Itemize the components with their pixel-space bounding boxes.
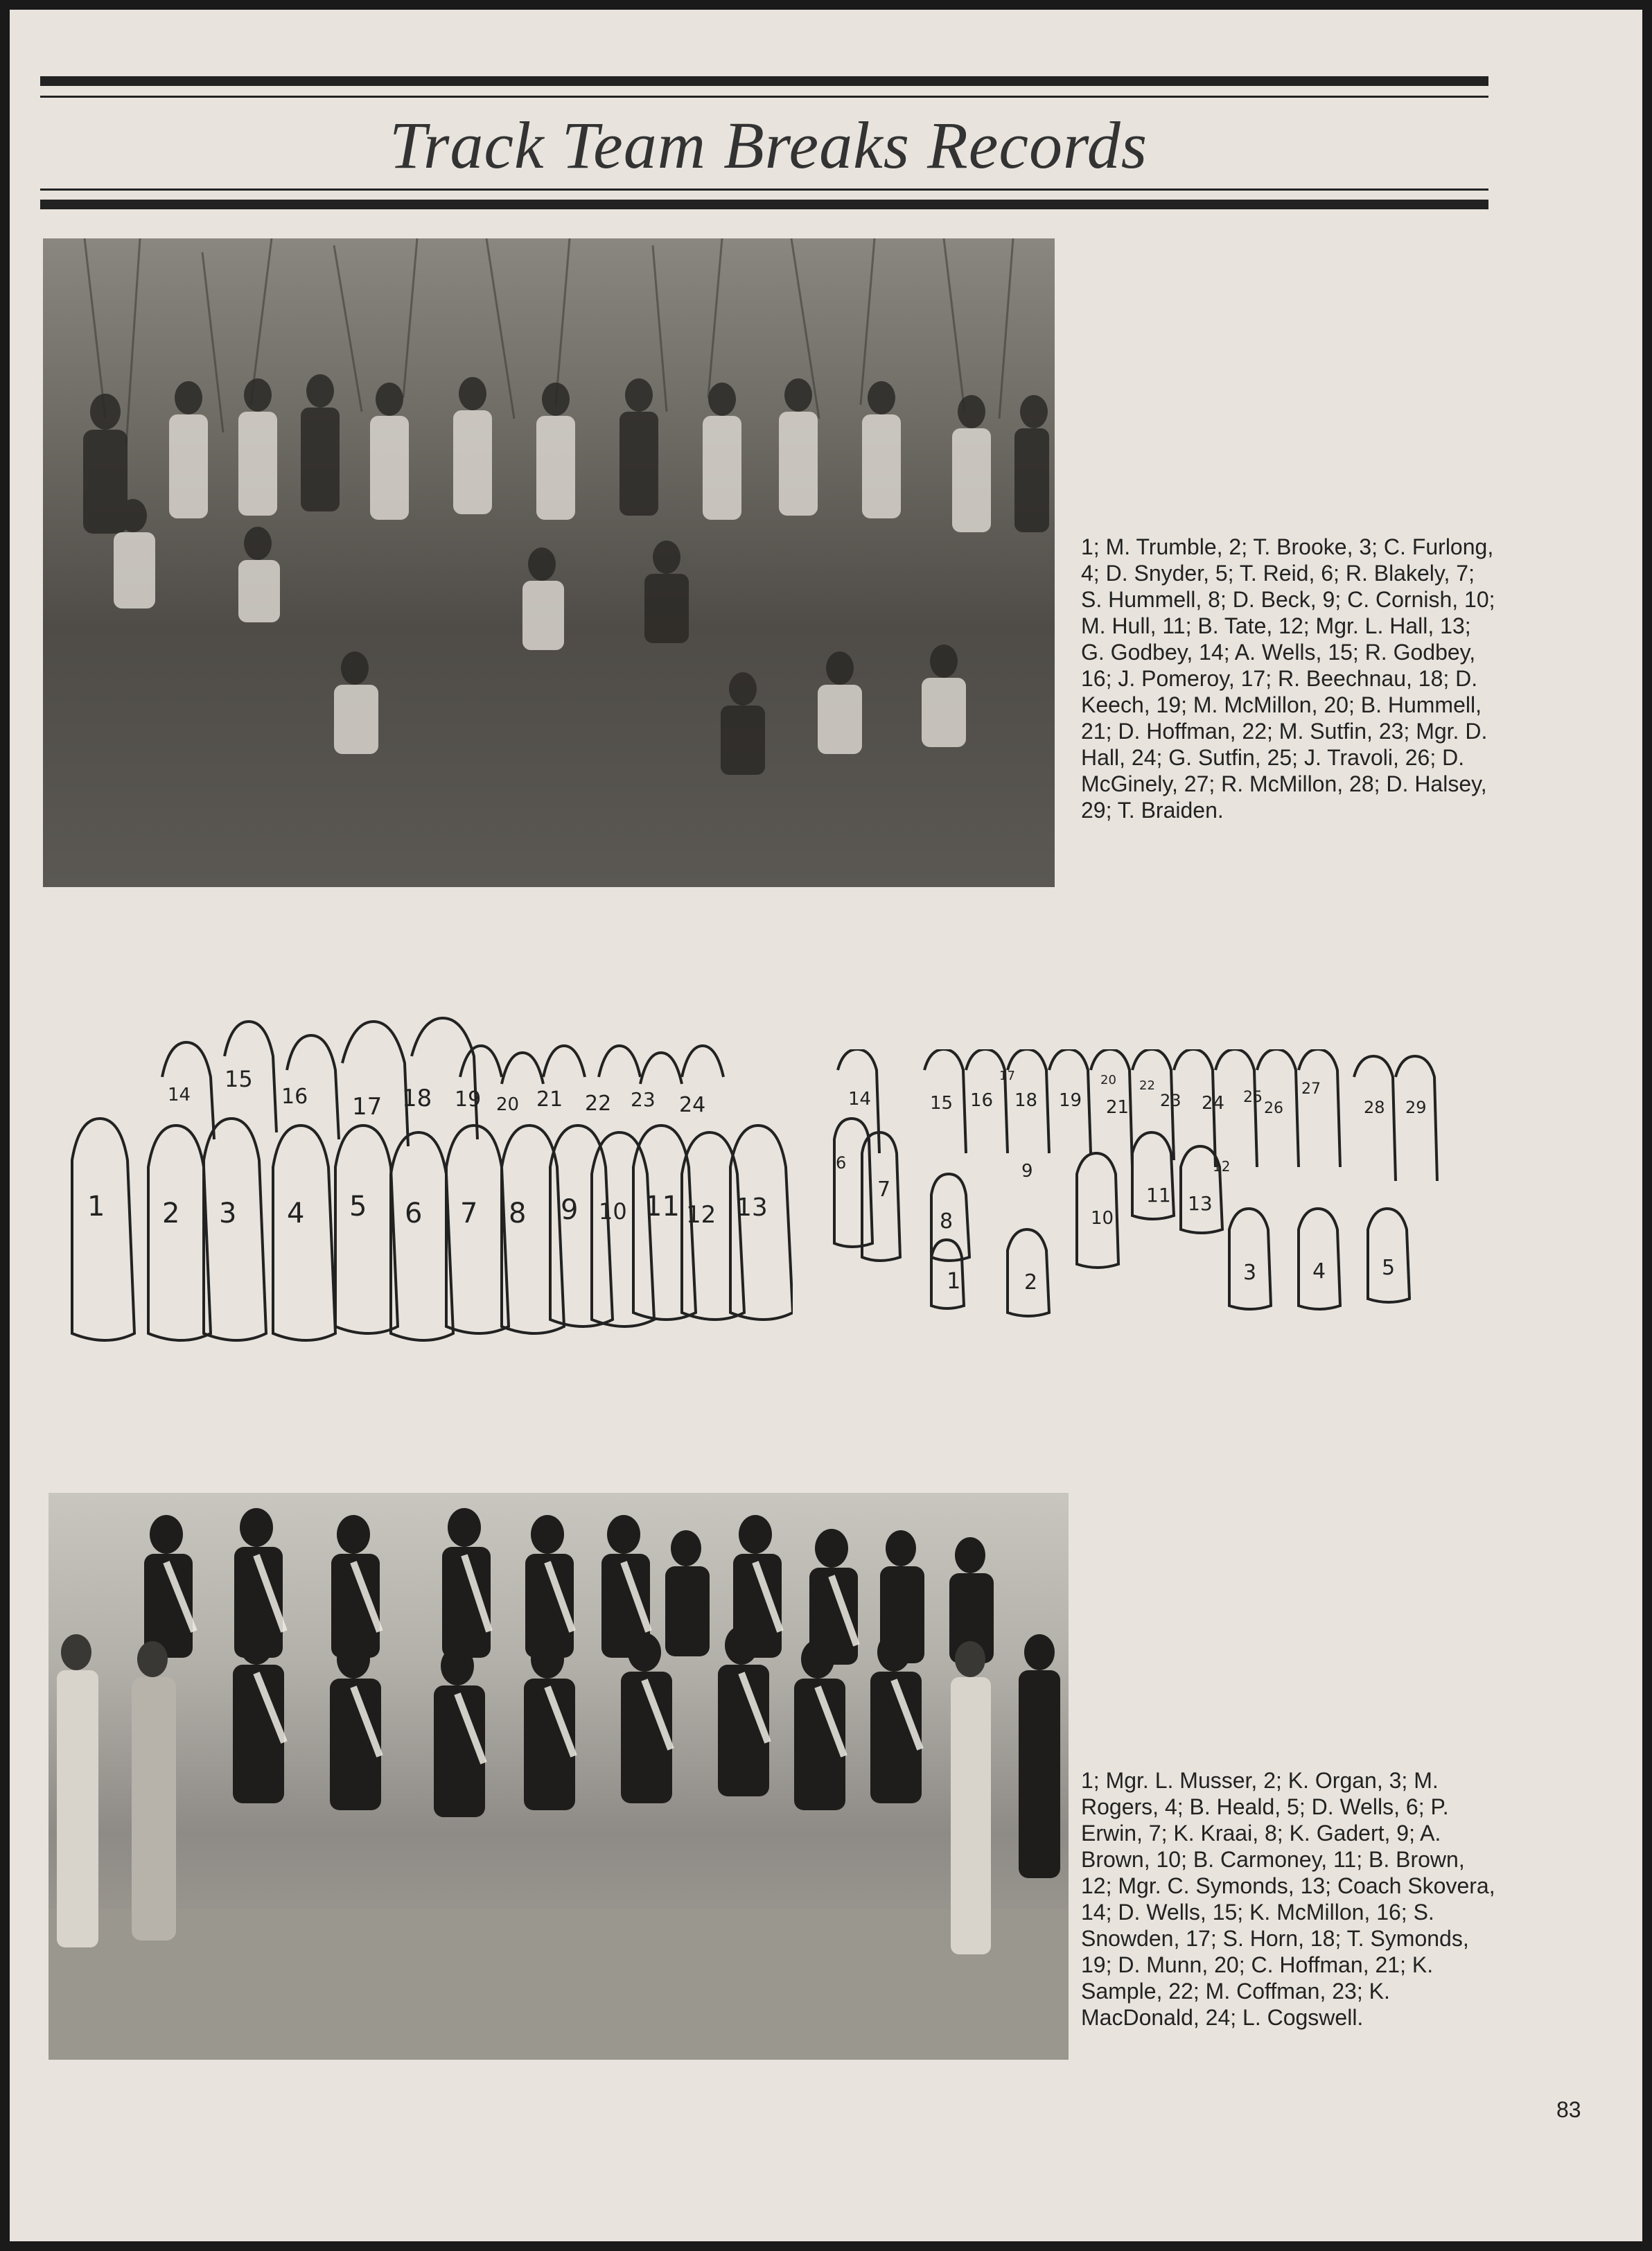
girls-key-label-13: 13: [736, 1193, 768, 1222]
girls-key-label-7: 7: [460, 1198, 478, 1229]
girls-key-label-4: 4: [287, 1198, 305, 1229]
yearbook-page: [10, 10, 1642, 2241]
girls-key-label-11: 11: [644, 1191, 680, 1223]
girls-key-label-2: 2: [162, 1198, 180, 1229]
boys-key-label-12: 12: [1213, 1158, 1231, 1175]
girls-key-label-21: 21: [536, 1087, 563, 1112]
girls-key-label-6: 6: [405, 1198, 423, 1229]
boys-key-label-1: 1: [947, 1268, 961, 1294]
girls-key-label-15: 15: [225, 1066, 253, 1092]
boys-key-label-6: 6: [836, 1153, 847, 1173]
boys-key-label-19: 19: [1059, 1090, 1082, 1111]
boys-key-label-15: 15: [930, 1093, 954, 1114]
girls-team-caption: 1; Mgr. L. Musser, 2; K. Organ, 3; M. Rogers, 4; B. Heald, 5; D. Wells, 6; P. Erwin, 7; K. Kraai, 8; K. Gadert, 9; A. Brown, 10; B. Carmoney, 11; B. Brown, 12; Mgr. C. Symonds, 13; Coach Skovera, 14; D. Wells, 15; K. McMillon, 16; S. Snowden, 17; S. Horn, 18; T. Symonds, 19; D. Munn, 20; C. Hoffman, 21; K. Sample, 22; M. Coffman, 23; K. MacDonald, 24; L. Cogswell.: [1081, 1768, 1495, 2030]
boys-key-label-29: 29: [1405, 1098, 1427, 1117]
girls-key-label-5: 5: [349, 1191, 367, 1223]
boys-key-label-25: 25: [1243, 1089, 1263, 1106]
girls-key-label-3: 3: [219, 1198, 237, 1229]
boys-key-label-21: 21: [1106, 1097, 1130, 1118]
girls-key-label-16: 16: [281, 1085, 308, 1109]
boys-key-label-23: 23: [1160, 1091, 1181, 1110]
boys-key-label-20: 20: [1100, 1073, 1116, 1087]
girls-key-label-10: 10: [599, 1198, 627, 1225]
boys-key-label-26: 26: [1264, 1100, 1283, 1117]
girls-key-label-1: 1: [87, 1191, 105, 1223]
boys-key-label-5: 5: [1382, 1256, 1396, 1280]
girls-key-label-8: 8: [509, 1198, 527, 1229]
boys-key-label-3: 3: [1243, 1261, 1257, 1285]
page-number: 83: [1556, 2097, 1581, 2122]
boys-key-label-16: 16: [970, 1090, 994, 1111]
boys-key-label-11: 11: [1146, 1184, 1171, 1207]
girls-key-label-9: 9: [561, 1194, 579, 1226]
boys-key-label-22: 22: [1139, 1078, 1155, 1093]
boys-key-label-2: 2: [1024, 1270, 1038, 1295]
girls-key-label-12: 12: [686, 1201, 717, 1229]
boys-key-label-8: 8: [940, 1209, 954, 1234]
header-rule-top: [40, 76, 1488, 86]
boys-key-label-17: 17: [999, 1069, 1015, 1083]
girls-key-label-23: 23: [631, 1088, 656, 1111]
boys-key-label-18: 18: [1014, 1090, 1038, 1111]
boys-key-label-14: 14: [848, 1089, 872, 1110]
boys-key-label-28: 28: [1364, 1098, 1385, 1117]
boys-key-label-7: 7: [877, 1177, 891, 1202]
girls-key-label-19: 19: [455, 1087, 482, 1112]
girls-team-photo: [49, 1493, 1069, 2060]
boys-key-label-9: 9: [1021, 1161, 1033, 1182]
boys-key-label-10: 10: [1091, 1208, 1114, 1229]
boys-key-label-4: 4: [1312, 1259, 1326, 1284]
boys-key-label-13: 13: [1188, 1192, 1213, 1215]
girls-key-label-17: 17: [352, 1093, 383, 1121]
girls-key-label-14: 14: [168, 1085, 191, 1105]
boys-team-caption: 1; M. Trumble, 2; T. Brooke, 3; C. Furlong, 4; D. Snyder, 5; T. Reid, 6; R. Blakely, 7; S. Hummell, 8; D. Beck, 9; C. Cornish, 10; M. Hull, 11; B. Tate, 12; Mgr. L. Hall, 13; G. Godbey, 14; A. Wells, 15; R. Godbey, 16; J. Pomeroy, 17; R. Beechnau, 18; D. Keech, 19; M. McMillon, 20; B. Hummell, 21; D. Hoffman, 22; M. Sutfin, 23; Mgr. D. Hall, 24; G. Sutfin, 25; J. Travoli, 26; D. McGinely, 27; R. McMillon, 28; D. Halsey, 29; T. Braiden.: [1081, 534, 1495, 823]
girls-key-label-22: 22: [585, 1092, 612, 1116]
girls-key-label-24: 24: [679, 1093, 706, 1117]
girls-key-label-20: 20: [496, 1094, 520, 1115]
girls-key-label-18: 18: [402, 1085, 432, 1112]
header-rule-bottom: [40, 200, 1488, 209]
boys-photo-key-diagram: [827, 1049, 1472, 1340]
boys-team-photo: [43, 238, 1055, 887]
header-rule-thin-top: [40, 96, 1488, 98]
header-rule-thin-bottom: [40, 189, 1488, 191]
boys-key-label-27: 27: [1301, 1080, 1321, 1098]
page-title: Track Team Breaks Records: [389, 108, 1148, 182]
girls-photo-key-diagram: [58, 1015, 793, 1403]
boys-key-label-24: 24: [1202, 1093, 1225, 1114]
